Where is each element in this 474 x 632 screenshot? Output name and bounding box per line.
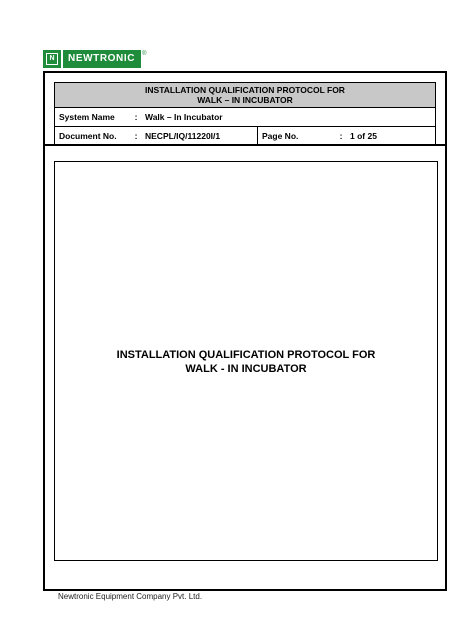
system-name-label: System Name [55, 108, 130, 127]
header-divider [45, 144, 445, 146]
cover-title [55, 348, 437, 376]
registered-mark: ® [142, 51, 147, 57]
system-name-value: Walk – In Incubator [143, 108, 436, 127]
page-number-label: Page No. [258, 127, 335, 146]
page-number-colon: : [334, 127, 348, 146]
logo-mark-icon [43, 50, 61, 68]
logo-mark-letter: N [46, 53, 58, 65]
cover-title-line1: INSTALLATION QUALIFICATION PROTOCOL FOR [116, 349, 376, 361]
cover-title-line2: WALK - IN INCUBATOR [185, 363, 307, 375]
company-logo [43, 50, 146, 68]
logo-brand-name: NEWTRONIC [63, 50, 141, 68]
footer-company-name: Newtronic Equipment Company Pvt. Ltd. [58, 592, 203, 601]
document-number-colon: : [129, 127, 143, 146]
protocol-title-cell [55, 83, 436, 108]
protocol-title-line1: INSTALLATION QUALIFICATION PROTOCOL FOR [145, 85, 345, 95]
system-name-colon: : [129, 108, 143, 127]
page-number-value: 1 of 25 [348, 127, 436, 146]
document-number-label: Document No. [55, 127, 130, 146]
system-name-row [55, 108, 436, 127]
document-number-row [55, 127, 436, 146]
document-frame [43, 71, 447, 591]
document-header-table [54, 82, 436, 146]
protocol-title-line2: WALK – IN INCUBATOR [197, 95, 293, 105]
document-number-value: NECPL/IQ/11220I/1 [143, 127, 258, 146]
cover-content-box [54, 161, 438, 561]
